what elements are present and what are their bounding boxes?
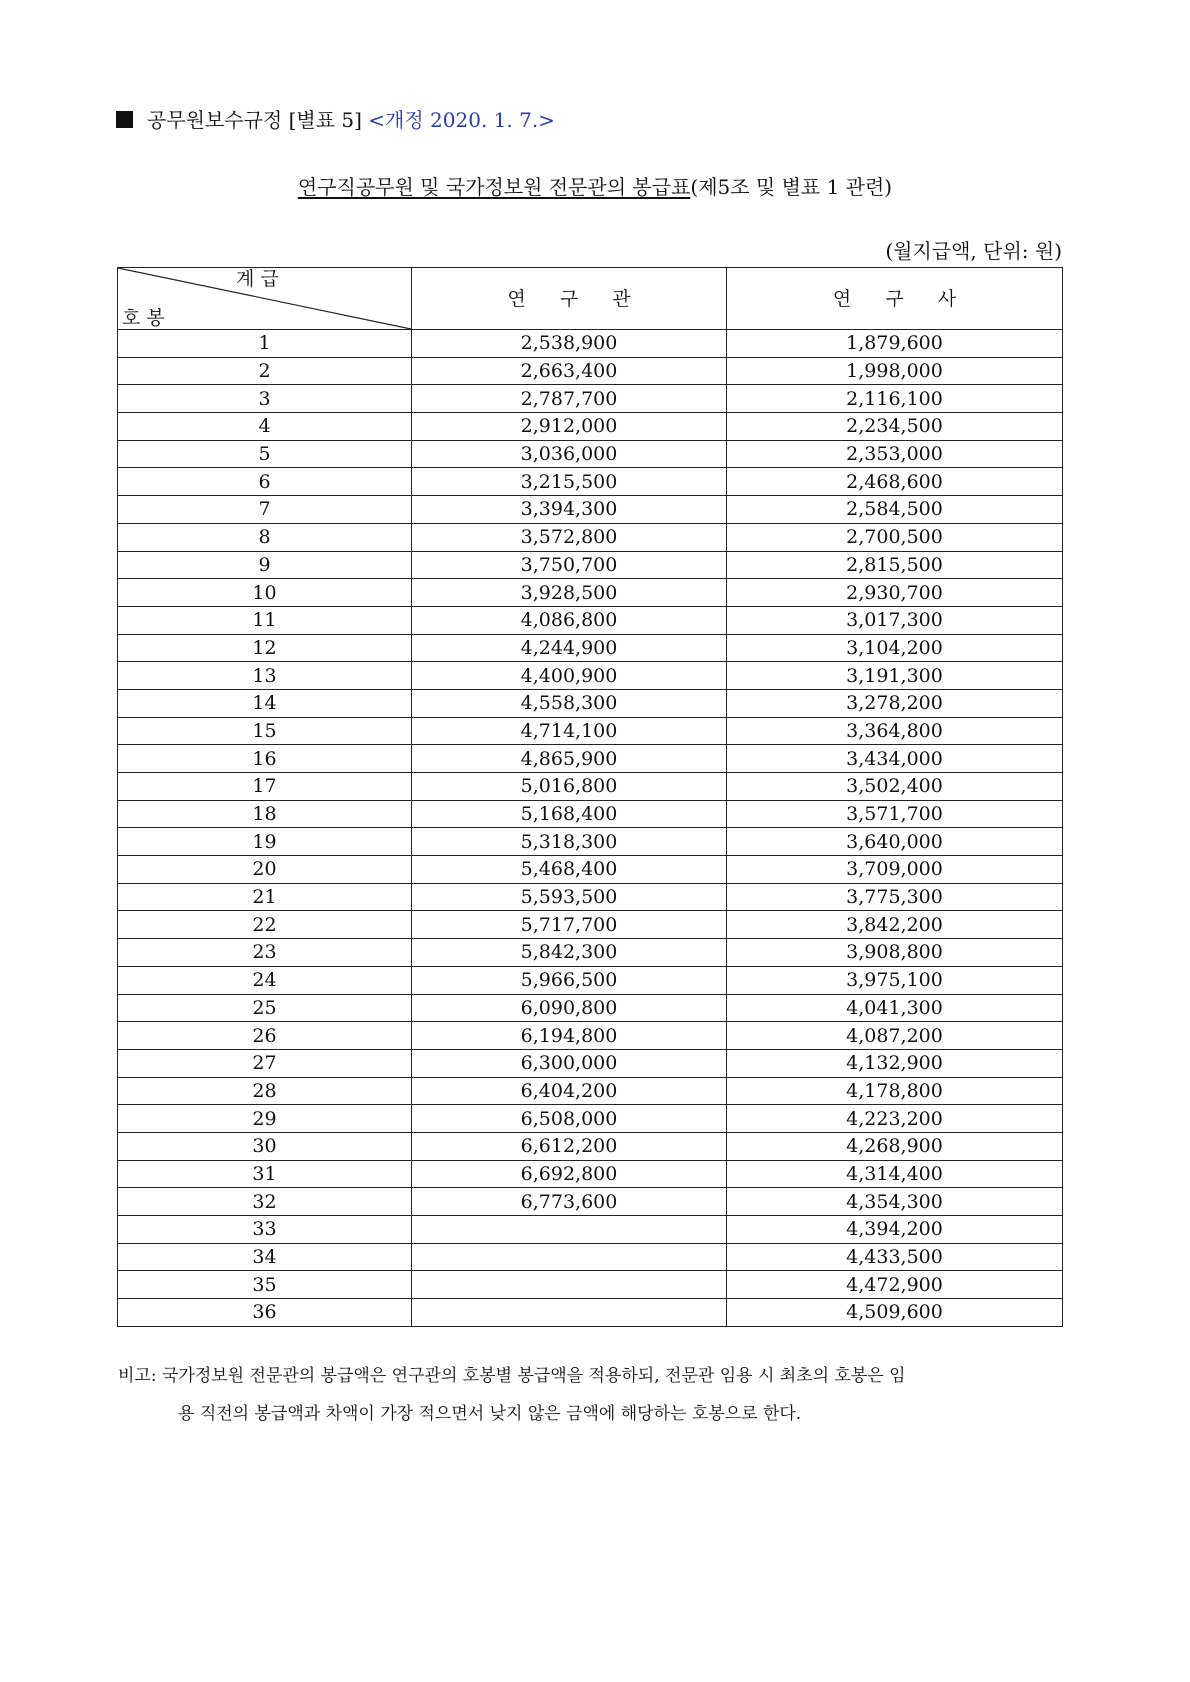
researcher-pay-cell: 3,640,000 xyxy=(727,828,1063,856)
step-cell: 33 xyxy=(118,1216,412,1244)
table-row xyxy=(118,551,1063,579)
table-row xyxy=(118,689,1063,717)
table-header-row xyxy=(118,268,1063,330)
senior-researcher-pay-cell: 6,194,800 xyxy=(412,1022,727,1050)
table-row xyxy=(118,1188,1063,1216)
researcher-pay-cell: 2,584,500 xyxy=(727,496,1063,524)
senior-researcher-pay-cell: 5,168,400 xyxy=(412,800,727,828)
unit-note: (월지급액, 단위: 원) xyxy=(885,239,1062,263)
step-cell: 34 xyxy=(118,1243,412,1271)
table-row xyxy=(118,330,1063,358)
researcher-pay-cell: 4,433,500 xyxy=(727,1243,1063,1271)
step-cell: 5 xyxy=(118,440,412,468)
step-cell: 7 xyxy=(118,496,412,524)
table-row xyxy=(118,1077,1063,1105)
senior-researcher-pay-cell: 5,016,800 xyxy=(412,773,727,801)
senior-researcher-pay-cell: 6,612,200 xyxy=(412,1132,727,1160)
table-row xyxy=(118,1271,1063,1299)
remark-note xyxy=(118,1357,1068,1433)
table-row xyxy=(118,745,1063,773)
table-row xyxy=(118,357,1063,385)
step-cell: 14 xyxy=(118,689,412,717)
senior-researcher-pay-cell: 5,318,300 xyxy=(412,828,727,856)
step-cell: 17 xyxy=(118,773,412,801)
regulation-header xyxy=(116,108,555,132)
researcher-pay-cell: 2,116,100 xyxy=(727,385,1063,413)
step-cell: 29 xyxy=(118,1105,412,1133)
researcher-pay-cell: 2,815,500 xyxy=(727,551,1063,579)
researcher-pay-cell: 3,709,000 xyxy=(727,856,1063,884)
senior-researcher-pay-cell: 6,692,800 xyxy=(412,1160,727,1188)
table-row xyxy=(118,662,1063,690)
senior-researcher-pay-cell: 3,928,500 xyxy=(412,579,727,607)
senior-researcher-pay-cell: 4,400,900 xyxy=(412,662,727,690)
senior-researcher-pay-cell: 6,404,200 xyxy=(412,1077,727,1105)
researcher-pay-cell: 2,700,500 xyxy=(727,523,1063,551)
researcher-pay-cell: 3,975,100 xyxy=(727,966,1063,994)
researcher-pay-cell: 4,314,400 xyxy=(727,1160,1063,1188)
senior-researcher-pay-cell: 3,750,700 xyxy=(412,551,727,579)
senior-researcher-pay-cell: 2,787,700 xyxy=(412,385,727,413)
salary-table-body xyxy=(118,330,1063,1327)
step-cell: 32 xyxy=(118,1188,412,1216)
step-cell: 28 xyxy=(118,1077,412,1105)
senior-researcher-pay-cell: 4,086,800 xyxy=(412,606,727,634)
researcher-pay-cell: 3,502,400 xyxy=(727,773,1063,801)
senior-researcher-pay-cell: 6,090,800 xyxy=(412,994,727,1022)
researcher-pay-cell: 3,775,300 xyxy=(727,883,1063,911)
table-row xyxy=(118,1105,1063,1133)
senior-researcher-pay-cell: 6,300,000 xyxy=(412,1049,727,1077)
step-label: 호 봉 xyxy=(122,307,165,329)
remark-line-1: 비고: 국가정보원 전문관의 봉급액은 연구관의 호봉별 봉급액을 적용하되, 전문관 임용 시 최초의 호봉은 임 xyxy=(118,1366,906,1386)
researcher-pay-cell: 3,434,000 xyxy=(727,745,1063,773)
researcher-pay-cell: 4,268,900 xyxy=(727,1132,1063,1160)
table-row xyxy=(118,1022,1063,1050)
step-cell: 15 xyxy=(118,717,412,745)
senior-researcher-pay-cell xyxy=(412,1216,727,1244)
grade-label: 계 급 xyxy=(236,268,279,290)
table-row xyxy=(118,966,1063,994)
step-cell: 11 xyxy=(118,606,412,634)
researcher-pay-cell: 4,132,900 xyxy=(727,1049,1063,1077)
column-header-researcher: 연 구 사 xyxy=(727,268,1063,330)
step-cell: 31 xyxy=(118,1160,412,1188)
table-row xyxy=(118,828,1063,856)
step-cell: 1 xyxy=(118,330,412,358)
researcher-pay-cell: 1,998,000 xyxy=(727,357,1063,385)
researcher-pay-cell: 4,087,200 xyxy=(727,1022,1063,1050)
senior-researcher-pay-cell: 3,394,300 xyxy=(412,496,727,524)
senior-researcher-pay-cell: 3,215,500 xyxy=(412,468,727,496)
researcher-pay-cell: 2,930,700 xyxy=(727,579,1063,607)
remark-line-2: 용 직전의 봉급액과 차액이 가장 적으면서 낮지 않은 금액에 해당하는 호봉으로 한다. xyxy=(178,1404,802,1424)
step-cell: 8 xyxy=(118,523,412,551)
researcher-pay-cell: 4,394,200 xyxy=(727,1216,1063,1244)
researcher-pay-cell: 3,278,200 xyxy=(727,689,1063,717)
step-cell: 20 xyxy=(118,856,412,884)
table-row xyxy=(118,634,1063,662)
senior-researcher-pay-cell: 5,593,500 xyxy=(412,883,727,911)
senior-researcher-pay-cell: 4,244,900 xyxy=(412,634,727,662)
senior-researcher-pay-cell xyxy=(412,1271,727,1299)
column-header-researcher-senior: 연 구 관 xyxy=(412,268,727,330)
researcher-pay-cell: 3,908,800 xyxy=(727,939,1063,967)
table-row xyxy=(118,717,1063,745)
researcher-pay-cell: 4,178,800 xyxy=(727,1077,1063,1105)
corner-header-cell xyxy=(118,268,412,330)
table-row xyxy=(118,939,1063,967)
researcher-pay-cell: 2,468,600 xyxy=(727,468,1063,496)
senior-researcher-pay-cell: 3,572,800 xyxy=(412,523,727,551)
step-cell: 16 xyxy=(118,745,412,773)
senior-researcher-pay-cell: 3,036,000 xyxy=(412,440,727,468)
table-row xyxy=(118,1243,1063,1271)
senior-researcher-pay-cell: 4,865,900 xyxy=(412,745,727,773)
step-cell: 6 xyxy=(118,468,412,496)
amendment-date: <개정 2020. 1. 7.> xyxy=(368,108,555,132)
senior-researcher-pay-cell: 6,773,600 xyxy=(412,1188,727,1216)
researcher-pay-cell: 2,353,000 xyxy=(727,440,1063,468)
senior-researcher-pay-cell: 5,966,500 xyxy=(412,966,727,994)
step-cell: 24 xyxy=(118,966,412,994)
step-cell: 18 xyxy=(118,800,412,828)
senior-researcher-pay-cell: 6,508,000 xyxy=(412,1105,727,1133)
step-cell: 23 xyxy=(118,939,412,967)
senior-researcher-pay-cell: 2,912,000 xyxy=(412,413,727,441)
salary-table xyxy=(117,267,1063,1327)
step-cell: 3 xyxy=(118,385,412,413)
table-row xyxy=(118,856,1063,884)
step-cell: 10 xyxy=(118,579,412,607)
step-cell: 2 xyxy=(118,357,412,385)
researcher-pay-cell: 4,041,300 xyxy=(727,994,1063,1022)
researcher-pay-cell: 3,571,700 xyxy=(727,800,1063,828)
table-row xyxy=(118,496,1063,524)
black-square-icon xyxy=(116,111,133,128)
step-cell: 35 xyxy=(118,1271,412,1299)
table-row xyxy=(118,1049,1063,1077)
table-row xyxy=(118,606,1063,634)
table-row xyxy=(118,385,1063,413)
table-row xyxy=(118,1132,1063,1160)
table-row xyxy=(118,413,1063,441)
step-cell: 21 xyxy=(118,883,412,911)
researcher-pay-cell: 3,842,200 xyxy=(727,911,1063,939)
senior-researcher-pay-cell: 2,663,400 xyxy=(412,357,727,385)
researcher-pay-cell: 4,223,200 xyxy=(727,1105,1063,1133)
table-row xyxy=(118,800,1063,828)
step-cell: 25 xyxy=(118,994,412,1022)
table-row xyxy=(118,523,1063,551)
senior-researcher-pay-cell: 5,717,700 xyxy=(412,911,727,939)
researcher-pay-cell: 2,234,500 xyxy=(727,413,1063,441)
researcher-pay-cell: 1,879,600 xyxy=(727,330,1063,358)
table-row xyxy=(118,468,1063,496)
senior-researcher-pay-cell: 2,538,900 xyxy=(412,330,727,358)
researcher-pay-cell: 4,472,900 xyxy=(727,1271,1063,1299)
senior-researcher-pay-cell: 5,468,400 xyxy=(412,856,727,884)
table-row xyxy=(118,1299,1063,1327)
title-suffix: (제5조 및 별표 1 관련) xyxy=(690,175,893,199)
table-row xyxy=(118,440,1063,468)
researcher-pay-cell: 4,509,600 xyxy=(727,1299,1063,1327)
researcher-pay-cell: 3,017,300 xyxy=(727,606,1063,634)
table-row xyxy=(118,1160,1063,1188)
researcher-pay-cell: 3,104,200 xyxy=(727,634,1063,662)
researcher-pay-cell: 4,354,300 xyxy=(727,1188,1063,1216)
step-cell: 9 xyxy=(118,551,412,579)
regulation-reference: 공무원보수규정 [별표 5] xyxy=(147,108,362,132)
table-row xyxy=(118,1216,1063,1244)
researcher-pay-cell: 3,191,300 xyxy=(727,662,1063,690)
table-row xyxy=(118,911,1063,939)
step-cell: 12 xyxy=(118,634,412,662)
step-cell: 27 xyxy=(118,1049,412,1077)
step-cell: 4 xyxy=(118,413,412,441)
title-main: 연구직공무원 및 국가정보원 전문관의 봉급표 xyxy=(297,175,691,199)
researcher-pay-cell: 3,364,800 xyxy=(727,717,1063,745)
senior-researcher-pay-cell xyxy=(412,1299,727,1327)
table-row xyxy=(118,773,1063,801)
step-cell: 36 xyxy=(118,1299,412,1327)
step-cell: 13 xyxy=(118,662,412,690)
senior-researcher-pay-cell: 4,714,100 xyxy=(412,717,727,745)
table-row xyxy=(118,883,1063,911)
page-title xyxy=(0,174,1190,200)
step-cell: 26 xyxy=(118,1022,412,1050)
senior-researcher-pay-cell: 5,842,300 xyxy=(412,939,727,967)
step-cell: 30 xyxy=(118,1132,412,1160)
step-cell: 19 xyxy=(118,828,412,856)
table-row xyxy=(118,994,1063,1022)
senior-researcher-pay-cell xyxy=(412,1243,727,1271)
table-row xyxy=(118,579,1063,607)
senior-researcher-pay-cell: 4,558,300 xyxy=(412,689,727,717)
step-cell: 22 xyxy=(118,911,412,939)
